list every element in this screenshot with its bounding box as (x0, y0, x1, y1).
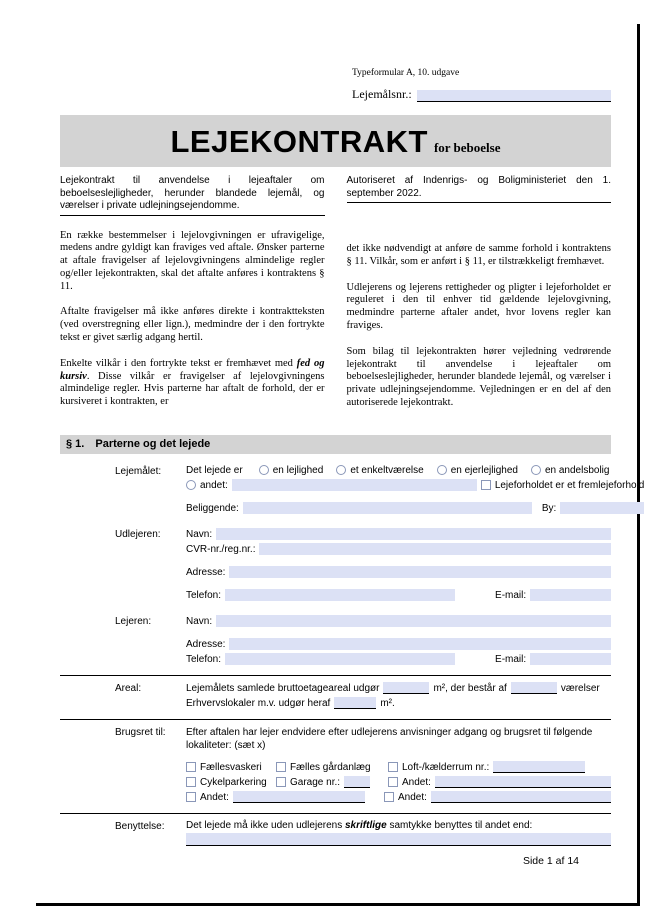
intro-right-p3: Udlejerens og lejerens rettigheder og pligter i lejeforholdet er reguleret i den til enhver tid gældende lejelovgivning, medmindre parterne aftaler andet, hvor lovens regler kan fraviges. (346, 281, 611, 331)
lejeren-row (60, 615, 611, 668)
vaerelser-input[interactable] (511, 682, 557, 694)
landlord-navn-input[interactable] (216, 528, 611, 540)
section-1-form (60, 464, 645, 846)
radio-et-enkeltvaerelse[interactable] (336, 465, 346, 475)
benyttelse-text-emphasis: skriftlige (344, 819, 387, 831)
option-label: en andelsbolig (544, 464, 610, 476)
dwelling-other-line (186, 479, 644, 491)
section-divider (60, 675, 611, 676)
option-label: en ejerlejlighed (450, 464, 518, 476)
landlord-cvr-label: CVR-nr./reg.nr.: (186, 543, 256, 555)
radio-en-andelsbolig[interactable] (531, 465, 541, 475)
radio-andet[interactable] (186, 480, 196, 490)
intro-right-p2: det ikke nødvendigt at anføre de samme forhold i kontraktens § 11. Vilkår, som er anført i § 11, er tilstrækkeligt fremhævet. (346, 243, 611, 267)
loft-kaelderrum-nr-input[interactable] (493, 761, 585, 773)
bruttoetageareal-input[interactable] (383, 682, 429, 694)
checkbox-cykelparkering[interactable] (186, 777, 196, 787)
checkbox-andet-2[interactable] (186, 792, 196, 802)
lejemaalsnr-row (352, 87, 611, 102)
erhvervslokaler-input[interactable] (334, 697, 376, 709)
option-label: Fællesvaskeri (200, 761, 262, 773)
option-fremlejeforhold[interactable] (481, 480, 645, 491)
landlord-name-line (186, 528, 611, 540)
landlord-adresse-label: Adresse: (186, 566, 226, 578)
option-label: en lejlighed (272, 464, 324, 476)
brugsret-row (60, 726, 611, 806)
option-label: Lejeforholdet er et fremlejeforhold (494, 479, 645, 491)
landlord-cvr-input[interactable] (259, 543, 611, 555)
andet-input[interactable] (232, 479, 477, 491)
intro-columns (60, 175, 611, 423)
beliggende-label: Beliggende: (186, 502, 239, 514)
by-input[interactable] (560, 502, 644, 514)
dwelling-type-intro: Det lejede er (186, 464, 243, 476)
udlejeren-label: Udlejeren: (115, 528, 161, 540)
intro-left-p4 (60, 358, 325, 409)
brugsret-fields (186, 726, 611, 806)
page-content (36, 24, 645, 846)
landlord-adresse-input[interactable] (229, 566, 611, 578)
radio-en-lejlighed[interactable] (259, 465, 269, 475)
checkbox-faellesvaskeri[interactable] (186, 762, 196, 772)
benyttelse-row (60, 820, 611, 846)
landlord-cvr-line (186, 543, 611, 555)
intro-left-p4-post: . Disse vilkår er fravigelser af lejelovgivningens almindelige regler. Hvis parterne har aftalt de forhold, der er kursiveret i kontrakten, er (60, 370, 325, 408)
tenant-adresse-label: Adresse: (186, 638, 226, 650)
brugsret-checkbox-row-1 (186, 761, 611, 773)
title-bar (60, 115, 611, 167)
lejemaalsnr-label: Lejemålsnr.: (352, 87, 412, 101)
dwelling-type-options (259, 465, 610, 476)
andet-3-input[interactable] (431, 791, 611, 803)
tenant-email-label: E-mail: (495, 653, 527, 665)
tenant-address-line (186, 638, 611, 650)
intro-left-p4-pre: Enkelte vilkår i den fortrykte tekst er fremhævet med (60, 357, 297, 369)
benyttelse-text-post: samtykke benyttes til andet end: (386, 819, 533, 831)
benyttelse-label: Benyttelse: (115, 820, 165, 832)
form-type-label: Typeformular A, 10. udgave (352, 68, 460, 78)
option-label: et enkeltværelse (350, 464, 424, 476)
option-andet-1 (388, 776, 611, 788)
checkbox-faelles-gaardanlaeg[interactable] (276, 762, 286, 772)
andet-2-input[interactable] (233, 791, 365, 803)
option-label: Loft-/kælderrum nr.: (402, 761, 490, 773)
option-en-ejerlejlighed[interactable] (437, 465, 518, 476)
areal-line-2 (186, 697, 611, 709)
brugsret-checkbox-row-2 (186, 776, 611, 788)
section-1-number: § 1. (66, 437, 85, 450)
udlejeren-row (60, 528, 611, 604)
by-label: By: (541, 502, 557, 514)
areal-row (60, 682, 611, 712)
garage-nr-input[interactable] (344, 776, 370, 788)
areal-label: Areal: (115, 682, 142, 694)
option-andet[interactable] (186, 480, 228, 491)
andet-1-input[interactable] (435, 776, 611, 788)
checkbox-loft-kaelderrum[interactable] (388, 762, 398, 772)
tenant-contact-line (186, 653, 611, 665)
option-andet-2 (186, 791, 380, 803)
intro-right-p4: Som bilag til lejekontrakten hører vejledning vedrørende lejekontrakt til anvendelse i lejeaftaler om beboelseslejligheder, herunder blandede lejemål, og værelser i private udlejningsejendomme. Vejledningen er en del af den autoriserede lejekontrakt. (346, 345, 611, 408)
landlord-telefon-input[interactable] (225, 589, 455, 601)
option-garage (276, 776, 384, 788)
tenant-navn-label: Navn: (186, 615, 213, 627)
option-label: Andet: (398, 791, 427, 803)
lejemaalet-fields (186, 465, 644, 517)
document-title: LEJEKONTRAKT (170, 123, 428, 159)
areal-line1-mid: m², der består af (433, 682, 507, 694)
page-number: Side 1 af 14 (522, 855, 579, 867)
option-label: Garage nr.: (290, 776, 341, 788)
option-label: andet: (200, 479, 228, 491)
section-1-header (60, 435, 611, 454)
benyttelse-text-pre: Det lejede må ikke uden udlejerens (186, 819, 345, 831)
option-label: Fælles gårdanlæg (290, 761, 371, 773)
tenant-name-line (186, 615, 611, 627)
brugsret-label: Brugsret til: (115, 726, 166, 738)
landlord-address-line (186, 566, 611, 578)
tenant-navn-input[interactable] (216, 615, 611, 627)
checkbox-andet-3[interactable] (384, 792, 394, 802)
lejeren-fields (186, 615, 611, 668)
option-en-andelsbolig[interactable] (531, 465, 610, 476)
areal-line1-post: værelser (560, 682, 600, 694)
option-cykelparkering[interactable] (186, 777, 272, 788)
landlord-email-label: E-mail: (495, 589, 527, 601)
intro-right-column (347, 175, 612, 423)
landlord-contact-line (186, 589, 611, 601)
udlejeren-fields (186, 528, 611, 604)
brugsret-intro: Efter aftalen har lejer endvidere efter udlejerens anvisninger adgang og brugsret til følgende lokaliteter: (sæt x) (186, 726, 593, 751)
option-loft-kaelderrum (388, 761, 611, 773)
option-label: Cykelparkering (200, 776, 267, 788)
option-faelles-gaardanlaeg[interactable] (276, 762, 384, 773)
brugsret-checkbox-row-3 (186, 791, 611, 803)
landlord-navn-label: Navn: (186, 528, 213, 540)
benyttelse-input[interactable] (186, 833, 611, 846)
intro-left-p4-emphasis: fed og kursiv (60, 357, 325, 382)
landlord-email-input[interactable] (530, 589, 611, 601)
benyttelse-text (186, 820, 611, 831)
tenant-telefon-input[interactable] (225, 653, 455, 665)
option-label: Andet: (200, 791, 229, 803)
authorization-line: Autoriseret af Indenrigs- og Boligministeriet den 1. september 2022. (347, 175, 612, 203)
address-line (186, 502, 644, 514)
intro-left-p3: Aftalte fravigelser må ikke anføres direkte i kontraktteksten (ved overstregning eller lign.), medmindre der i den fortrykte tekst er givet særlig adgang hertil. (60, 306, 325, 344)
areal-fields (186, 682, 611, 712)
option-et-enkeltvaerelse[interactable] (336, 465, 423, 476)
option-label: Andet: (402, 776, 431, 788)
document-subtitle: for beboelse (433, 140, 501, 155)
intro-left-column (60, 175, 325, 423)
section-1-title: Parterne og det lejede (95, 437, 211, 450)
tenant-adresse-input[interactable] (229, 638, 611, 650)
lejemaalet-row (60, 464, 645, 517)
beliggende-input[interactable] (243, 502, 532, 514)
tenant-email-input[interactable] (530, 653, 611, 665)
intro-left-p1: Lejekontrakt til anvendelse i lejeaftaler om beboelseslejligheder, herunder blandede lejemål, og værelser i private udlejningsejendomme. (60, 175, 325, 216)
intro-left-p2: En række bestemmelser i lejelovgivningen er ufravigelige, medens andre gyldigt kan fraviges ved aftale. Ønsker parterne at aftale fravigelser af lejelovgivningens almindelige regler og/eller lejekontrakten, skal det aftalte anføres i kontraktens § 11. (60, 229, 325, 292)
tenant-telefon-label: Telefon: (186, 653, 222, 665)
header-block (352, 68, 611, 102)
section-divider (60, 719, 611, 720)
areal-line2-post: m². (380, 697, 395, 709)
checkbox-fremlejeforhold[interactable] (481, 480, 491, 490)
lejemaalet-label: Lejemålet: (115, 465, 162, 477)
lejeren-label: Lejeren: (115, 615, 152, 627)
radio-en-ejerlejlighed[interactable] (437, 465, 447, 475)
areal-line2-pre: Erhvervslokaler m.v. udgør heraf (186, 697, 331, 709)
areal-line-1 (186, 682, 611, 694)
section-divider (60, 813, 611, 814)
benyttelse-fields (186, 820, 611, 846)
landlord-telefon-label: Telefon: (186, 589, 222, 601)
document-page (36, 24, 645, 906)
dwelling-type-line (186, 465, 644, 476)
checkbox-andet-1[interactable] (388, 777, 398, 787)
option-andet-3 (384, 791, 611, 803)
lejemaalsnr-input[interactable] (417, 90, 611, 102)
checkbox-garage[interactable] (276, 777, 286, 787)
option-faellesvaskeri[interactable] (186, 762, 272, 773)
option-en-lejlighed[interactable] (259, 465, 324, 476)
areal-line1-pre: Lejemålets samlede bruttoetageareal udgør (186, 682, 380, 694)
